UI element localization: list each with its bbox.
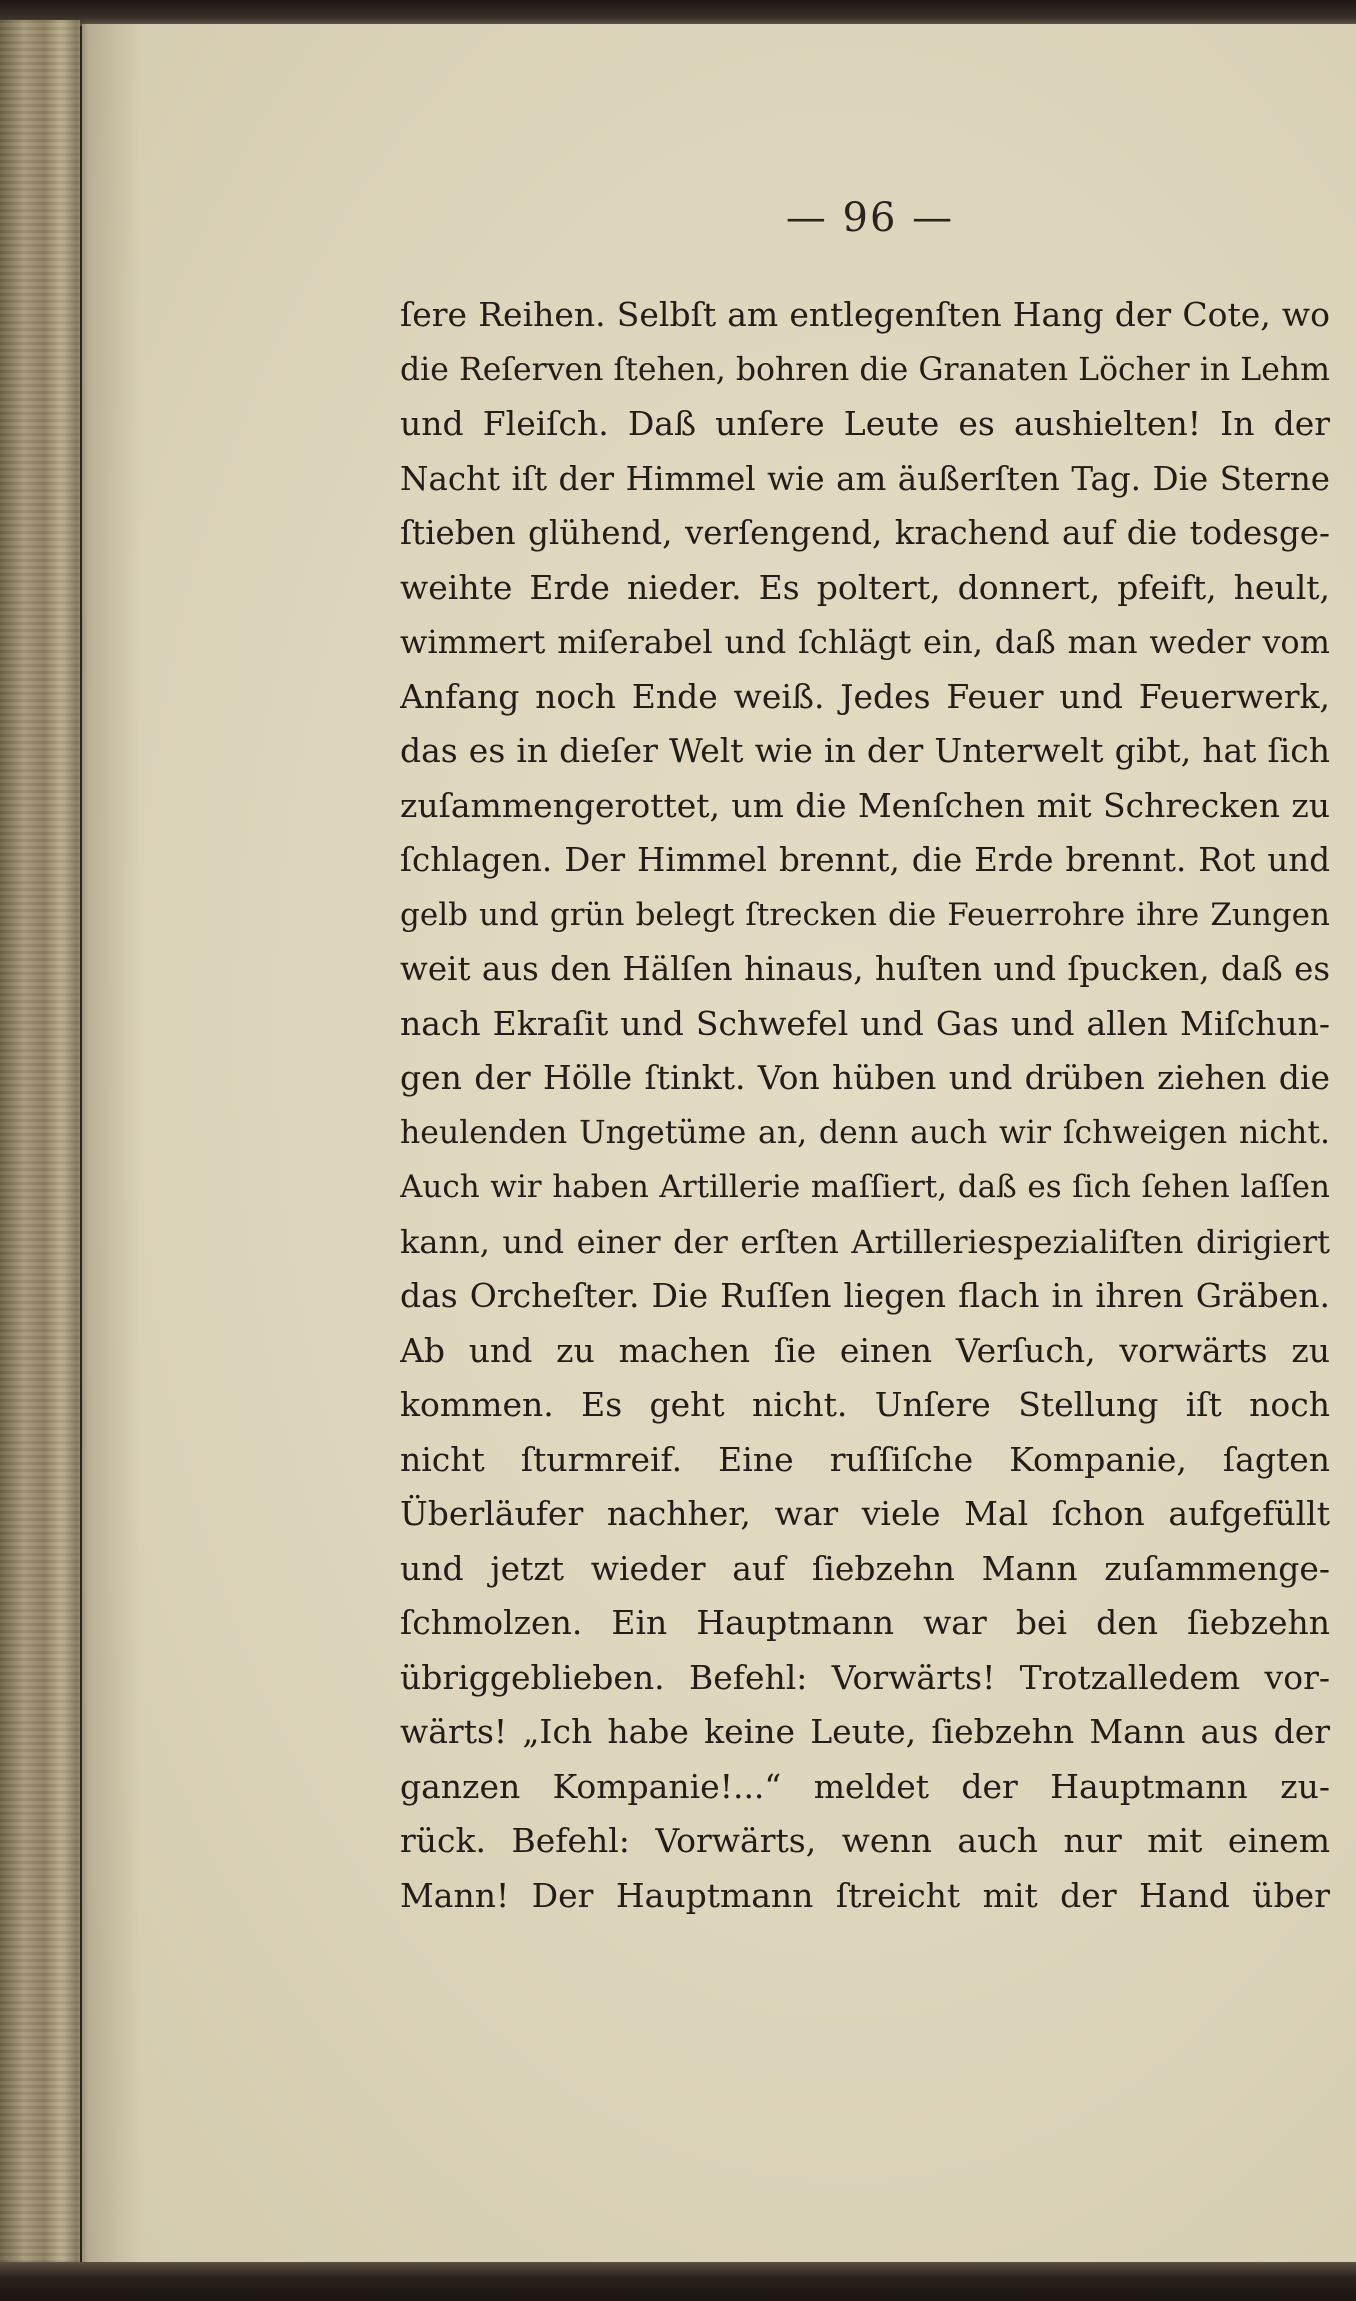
text-line: kann, und einer der erſten Artilleriespezialiſten dirigiert <box>400 1222 1330 1261</box>
text-line: heulenden Ungetüme an, denn auch wir ſchweigen nicht. <box>400 1114 1330 1151</box>
text-line: rück. Befehl: Vorwärts, wenn auch nur mit einem <box>400 1821 1330 1860</box>
text-line: das es in dieſer Welt wie in der Unterwelt gibt, hat ſich <box>400 731 1330 770</box>
text-line: wärts! „Ich habe keine Leute, ſiebzehn Mann aus der <box>400 1712 1330 1751</box>
page-number: — 96 — <box>785 195 955 241</box>
text-line: und Fleiſch. Daß unſere Leute es aushielten! In der <box>400 404 1330 443</box>
text-line: Auch wir haben Artillerie maſſiert, daß es ſich ſehen laſſen <box>400 1169 1330 1205</box>
text-line: Mann! Der Hauptmann ſtreicht mit der Hand über <box>400 1875 1330 1915</box>
text-line: zuſammengerottet, um die Menſchen mit Schrecken zu <box>400 785 1330 825</box>
text-line: weit aus den Hälſen hinaus, huſten und ſpucken, daß es <box>400 950 1330 988</box>
text-line: weihte Erde nieder. Es poltert, donnert, pfeift, heult, <box>400 567 1330 607</box>
text-line: Nacht iſt der Himmel wie am äußerſten Tag. Die Sterne <box>400 459 1330 498</box>
text-line: übriggeblieben. Befehl: Vorwärts! Trotzalledem vor- <box>400 1657 1330 1697</box>
text-line: nach Ekraſit und Schwefel und Gas und allen Miſchun- <box>400 1003 1330 1043</box>
text-line: ſchmolzen. Ein Hauptmann war bei den ſiebzehn <box>400 1603 1330 1642</box>
text-line: Überläufer nachher, war viele Mal ſchon aufgefüllt <box>400 1494 1330 1533</box>
text-line: wimmert miſerabel und ſchlägt ein, daß man weder vom <box>400 623 1330 661</box>
text-line: kommen. Es geht nicht. Unſere Stellung iſt noch <box>400 1385 1330 1424</box>
text-line: ſchlagen. Der Himmel brennt, die Erde brennt. Rot und <box>400 841 1330 879</box>
bottom-page-edge <box>0 2262 1356 2301</box>
gutter-shadow <box>82 24 142 2266</box>
text-line: ſere Reihen. Selbſt am entlegenſten Hang der Cote, wo <box>400 295 1330 334</box>
text-line: gen der Hölle ſtinkt. Von hüben und drüben ziehen die <box>400 1058 1330 1097</box>
text-line: gelb und grün belegt ſtrecken die Feuerrohre ihre Zungen <box>400 896 1330 933</box>
text-line: ſtieben glühend, verſengend, krachend auf die todesge- <box>400 514 1330 552</box>
text-line: und jetzt wieder auf ſiebzehn Mann zuſammenge- <box>400 1548 1330 1588</box>
text-line: die Reſerven ſtehen, bohren die Granaten Löcher in Lehm <box>400 351 1330 388</box>
top-page-edge <box>0 0 1356 26</box>
text-line: Ab und zu machen ſie einen Verſuch, vorwärts zu <box>400 1330 1330 1370</box>
text-line: das Orcheſter. Die Ruſſen liegen flach in ihren Gräben. <box>400 1276 1330 1315</box>
text-line: nicht ſturmreif. Eine ruſſiſche Kompanie, ſagten <box>400 1439 1330 1479</box>
text-line: Anfang noch Ende weiß. Jedes Feuer und Feuerwerk, <box>400 676 1330 716</box>
body-text <box>400 288 1330 1923</box>
spine-shadow <box>60 20 88 2270</box>
text-line: ganzen Kompanie!...“ meldet der Hauptmann zu- <box>400 1766 1330 1806</box>
